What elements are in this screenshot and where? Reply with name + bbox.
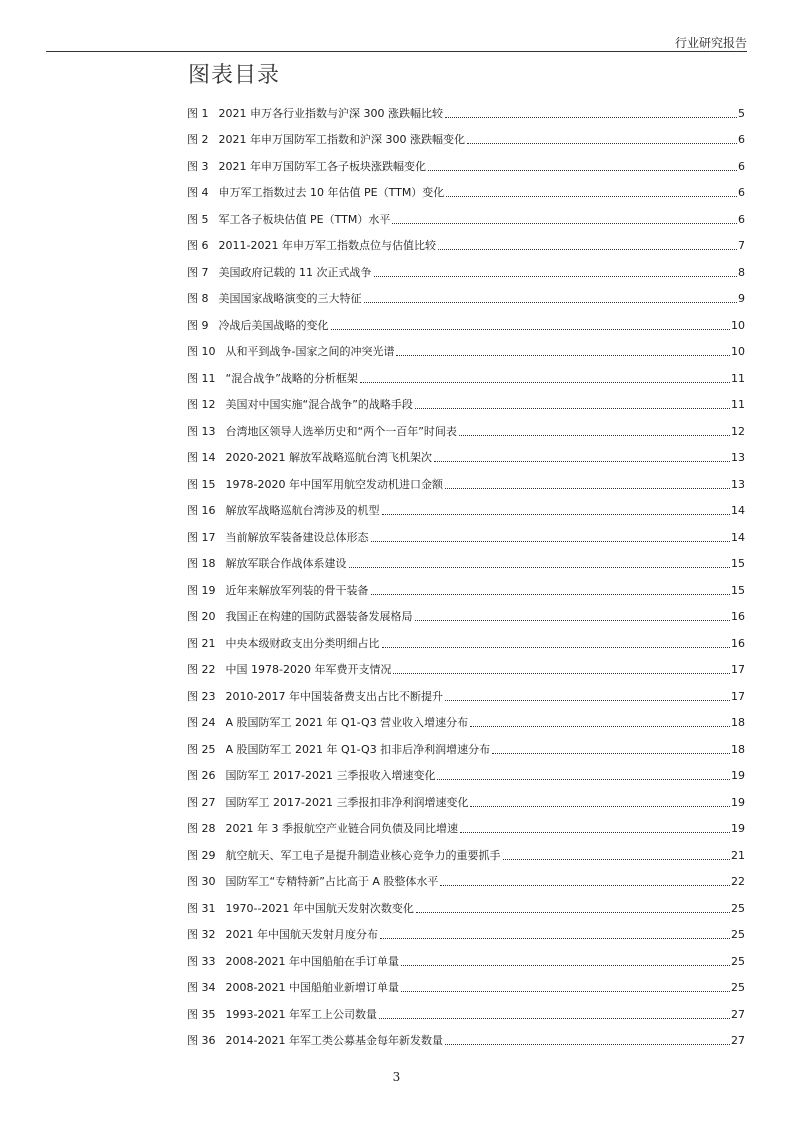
toc-page-number: 17 (731, 689, 745, 703)
toc-entry[interactable] (187, 204, 745, 231)
toc-entry-title: 2008-2021 中国船舶业新增订单量 (225, 981, 399, 994)
dot-leader (492, 752, 730, 754)
toc-page-number: 17 (731, 663, 745, 676)
toc-entry-title: 从和平到战争-国家之间的冲突光谱 (225, 345, 395, 358)
toc-entry-title: 1970--2021 年中国航天发射次数变化 (225, 901, 414, 915)
dot-leader (428, 169, 737, 171)
toc-page-number: 13 (731, 451, 745, 464)
dot-leader (393, 672, 730, 674)
toc-page-number: 10 (731, 318, 745, 332)
toc-entry-title: 2014-2021 年军工类公募基金每年新发数量 (225, 1034, 443, 1047)
toc-entry[interactable] (187, 1026, 745, 1053)
toc-page-number: 6 (738, 186, 745, 199)
toc-figure-label: 图 11 (187, 371, 216, 385)
toc-entry[interactable] (187, 98, 745, 125)
toc-figure-label: 图 9 (187, 318, 209, 332)
toc-figure-label: 图 14 (187, 451, 216, 464)
toc-entry-title: 近年来解放军列装的骨干装备 (225, 583, 369, 597)
dot-leader (470, 725, 730, 727)
toc-figure-label: 图 27 (187, 795, 216, 809)
toc-entry[interactable] (187, 867, 745, 894)
dot-leader (396, 354, 730, 356)
toc-entry-title: 美国对中国实施“混合战争”的战略手段 (225, 398, 413, 411)
toc-entry[interactable] (187, 628, 745, 655)
toc-figure-label: 图 10 (187, 345, 216, 358)
toc-entry[interactable] (187, 814, 745, 841)
toc-entry[interactable] (187, 125, 745, 152)
toc-page-number: 27 (731, 1034, 745, 1047)
page-title: 图表目录 (188, 63, 281, 88)
dot-leader (416, 911, 730, 913)
dot-leader (371, 540, 731, 542)
figure-table-of-contents (187, 98, 745, 1052)
toc-figure-label: 图 13 (187, 424, 216, 438)
toc-entry-title: A 股国防军工 2021 年 Q1-Q3 扣非后净利润增速分布 (225, 742, 491, 756)
toc-entry-title: 2021 年申万国防军工指数和沪深 300 涨跌幅变化 (218, 133, 465, 146)
toc-page-number: 8 (738, 265, 745, 279)
toc-entry-title: A 股国防军工 2021 年 Q1-Q3 营业收入增速分布 (225, 716, 469, 729)
toc-entry-title: 当前解放军装备建设总体形态 (225, 530, 369, 544)
page-number: 3 (392, 1070, 401, 1084)
toc-page-number: 9 (738, 292, 745, 305)
toc-entry[interactable] (187, 973, 745, 1000)
toc-entry[interactable] (187, 522, 745, 549)
toc-figure-label: 图 31 (187, 901, 216, 915)
toc-figure-label: 图 19 (187, 583, 216, 597)
toc-figure-label: 图 6 (187, 239, 209, 252)
toc-figure-label: 图 36 (187, 1034, 216, 1047)
toc-entry-title: 1993-2021 年军工上公司数量 (225, 1007, 377, 1021)
toc-page-number: 27 (731, 1007, 745, 1021)
toc-page-number: 6 (738, 159, 745, 173)
toc-figure-label: 图 34 (187, 981, 216, 994)
toc-entry-title: 中国 1978-2020 年军费开支情况 (225, 663, 392, 676)
dot-leader (440, 884, 730, 886)
dot-leader (371, 593, 731, 595)
dot-leader (415, 619, 731, 621)
toc-page-number: 6 (738, 133, 745, 146)
dot-leader (380, 937, 730, 939)
toc-entry[interactable] (187, 178, 745, 205)
toc-entry-title: 军工各子板块估值 PE（TTM）水平 (218, 212, 391, 226)
toc-figure-label: 图 16 (187, 504, 216, 517)
dot-leader (401, 964, 730, 966)
dot-leader (460, 831, 730, 833)
toc-page-number: 25 (731, 928, 745, 941)
toc-page-number: 7 (738, 239, 745, 252)
toc-entry[interactable] (187, 231, 745, 258)
toc-figure-label: 图 26 (187, 769, 216, 782)
toc-figure-label: 图 12 (187, 398, 216, 411)
toc-entry[interactable] (187, 893, 745, 920)
toc-entry[interactable] (187, 416, 745, 443)
dot-leader (438, 248, 737, 250)
toc-page-number: 14 (731, 504, 745, 517)
toc-page-number: 16 (731, 610, 745, 623)
toc-figure-label: 图 3 (187, 159, 209, 173)
toc-entry[interactable] (187, 363, 745, 390)
toc-entry-title: 台湾地区领导人选举历史和“两个一百年”时间表 (225, 424, 457, 438)
dot-leader (415, 407, 730, 409)
dot-leader (445, 487, 730, 489)
toc-page-number: 15 (731, 557, 745, 570)
toc-entry[interactable] (187, 575, 745, 602)
toc-figure-label: 图 18 (187, 557, 216, 570)
toc-entry-title: 2021 年中国航天发射月度分布 (225, 928, 378, 941)
toc-entry-title: 2020-2021 解放军战略巡航台湾飞机架次 (225, 451, 432, 464)
toc-entry[interactable] (187, 681, 745, 708)
toc-page-number: 5 (738, 106, 745, 120)
dot-leader (503, 858, 731, 860)
toc-figure-label: 图 24 (187, 716, 216, 729)
toc-entry-title: 我国正在构建的国防武器装备发展格局 (225, 610, 413, 623)
header-divider (46, 51, 747, 52)
toc-page-number: 19 (731, 795, 745, 809)
dot-leader (401, 990, 730, 992)
toc-entry-title: 国防军工“专精特新”占比高于 A 股整体水平 (225, 875, 439, 888)
toc-figure-label: 图 5 (187, 212, 209, 226)
toc-entry[interactable] (187, 946, 745, 973)
dot-leader (467, 142, 737, 144)
dot-leader (364, 301, 738, 303)
dot-leader (331, 328, 731, 330)
toc-page-number: 25 (731, 901, 745, 915)
toc-page-number: 19 (731, 769, 745, 782)
dot-leader (360, 381, 730, 383)
toc-figure-label: 图 23 (187, 689, 216, 703)
toc-entry-title: 2021 申万各行业指数与沪深 300 涨跌幅比较 (218, 106, 443, 120)
toc-entry-title: 国防军工 2017-2021 三季报收入增速变化 (225, 769, 436, 782)
dot-leader (382, 513, 731, 515)
toc-page-number: 22 (731, 875, 745, 888)
toc-figure-label: 图 20 (187, 610, 216, 623)
toc-entry-title: 1978-2020 年中国军用航空发动机进口金额 (225, 477, 443, 491)
dot-leader (349, 566, 731, 568)
toc-entry[interactable] (187, 390, 745, 417)
dot-leader (459, 434, 730, 436)
toc-entry-title: 国防军工 2017-2021 三季报扣非净利润增速变化 (225, 795, 469, 809)
toc-entry[interactable] (187, 602, 745, 629)
toc-entry[interactable] (187, 840, 745, 867)
toc-entry-title: 美国国家战略演变的三大特征 (218, 292, 362, 305)
toc-page-number: 21 (731, 848, 745, 862)
toc-page-number: 13 (731, 477, 745, 491)
toc-entry-title: 2021 年 3 季报航空产业链合同负债及同比增速 (225, 822, 458, 835)
toc-page-number: 14 (731, 530, 745, 544)
toc-figure-label: 图 29 (187, 848, 216, 862)
toc-entry[interactable] (187, 549, 745, 576)
toc-page-number: 11 (731, 398, 745, 411)
toc-entry[interactable] (187, 151, 745, 178)
toc-figure-label: 图 1 (187, 106, 209, 120)
dot-leader (445, 699, 730, 701)
report-type-label: 行业研究报告 (674, 36, 747, 50)
toc-entry-title: 中央本级财政支出分类明细占比 (225, 636, 380, 650)
dot-leader (445, 1043, 730, 1045)
toc-figure-label: 图 8 (187, 292, 209, 305)
dot-leader (434, 460, 730, 462)
toc-entry[interactable] (187, 920, 745, 947)
toc-entry-title: 美国政府记载的 11 次正式战争 (218, 265, 372, 279)
toc-figure-label: 图 33 (187, 954, 216, 968)
toc-entry[interactable] (187, 257, 745, 284)
toc-entry[interactable] (187, 787, 745, 814)
toc-entry[interactable] (187, 496, 745, 523)
dot-leader (446, 195, 737, 197)
toc-figure-label: 图 25 (187, 742, 216, 756)
toc-figure-label: 图 15 (187, 477, 216, 491)
toc-entry[interactable] (187, 761, 745, 788)
toc-entry-title: 2011-2021 年申万军工指数点位与估值比较 (218, 239, 436, 252)
toc-page-number: 10 (731, 345, 745, 358)
toc-entry[interactable] (187, 310, 745, 337)
toc-page-number: 6 (738, 212, 745, 226)
toc-page-number: 19 (731, 822, 745, 835)
toc-figure-label: 图 21 (187, 636, 216, 650)
dot-leader (445, 116, 737, 118)
toc-page-number: 15 (731, 583, 745, 597)
dot-leader (392, 222, 737, 224)
toc-entry[interactable] (187, 708, 745, 735)
toc-entry[interactable] (187, 337, 745, 364)
toc-entry[interactable] (187, 443, 745, 470)
toc-page-number: 11 (731, 371, 745, 385)
toc-entry[interactable] (187, 999, 745, 1026)
toc-figure-label: 图 17 (187, 530, 216, 544)
dot-leader (379, 1017, 730, 1019)
toc-page-number: 25 (731, 954, 745, 968)
dot-leader (382, 646, 731, 648)
toc-figure-label: 图 22 (187, 663, 216, 676)
toc-entry-title: 2008-2021 年中国船舶在手订单量 (225, 954, 399, 968)
toc-page-number: 18 (731, 742, 745, 756)
toc-figure-label: 图 7 (187, 265, 209, 279)
toc-entry-title: 申万军工指数过去 10 年估值 PE（TTM）变化 (218, 186, 445, 199)
toc-page-number: 16 (731, 636, 745, 650)
toc-entry-title: 解放军战略巡航台湾涉及的机型 (225, 504, 380, 517)
toc-entry[interactable] (187, 734, 745, 761)
toc-entry-title: “混合战争”战略的分析框架 (225, 371, 358, 385)
toc-entry[interactable] (187, 469, 745, 496)
toc-figure-label: 图 28 (187, 822, 216, 835)
dot-leader (374, 275, 738, 277)
toc-entry-title: 解放军联合作战体系建设 (225, 557, 347, 570)
toc-entry-title: 冷战后美国战略的变化 (218, 318, 329, 332)
toc-figure-label: 图 4 (187, 186, 209, 199)
toc-entry[interactable] (187, 655, 745, 682)
toc-page-number: 18 (731, 716, 745, 729)
toc-figure-label: 图 32 (187, 928, 216, 941)
dot-leader (437, 778, 730, 780)
toc-figure-label: 图 30 (187, 875, 216, 888)
toc-entry-title: 2021 年申万国防军工各子板块涨跌幅变化 (218, 159, 426, 173)
dot-leader (470, 805, 730, 807)
toc-figure-label: 图 35 (187, 1007, 216, 1021)
toc-page-number: 25 (731, 981, 745, 994)
toc-entry-title: 2010-2017 年中国装备费支出占比不断提升 (225, 689, 443, 703)
toc-entry[interactable] (187, 284, 745, 311)
toc-page-number: 12 (731, 424, 745, 438)
toc-figure-label: 图 2 (187, 133, 209, 146)
toc-entry-title: 航空航天、军工电子是提升制造业核心竞争力的重要抓手 (225, 848, 501, 862)
